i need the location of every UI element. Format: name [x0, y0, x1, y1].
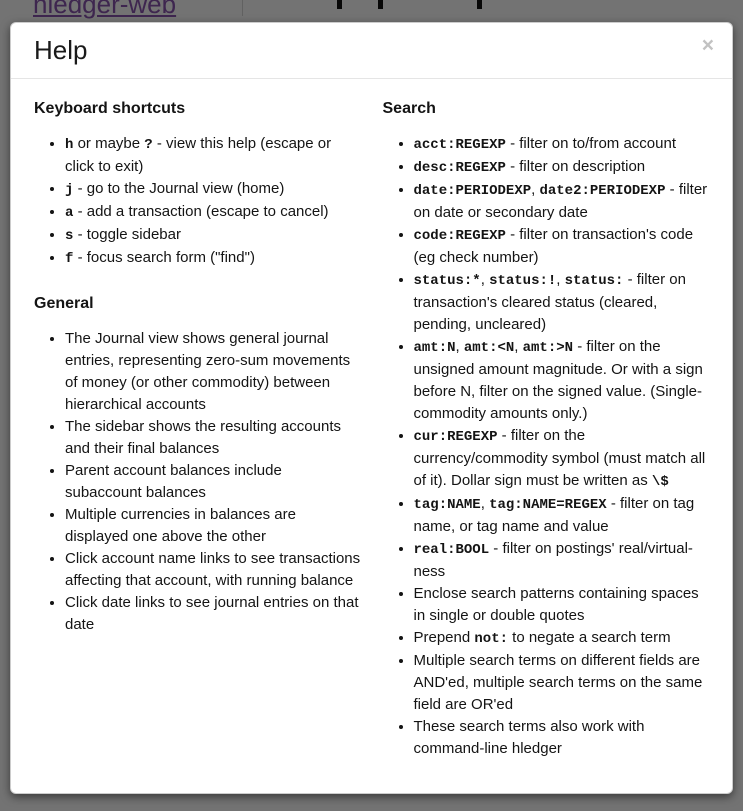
help-modal: [10, 22, 733, 794]
help-item: • h or maybe ? - view this help (escape or click to exit): [65, 133, 361, 178]
code-term: s: [65, 228, 74, 244]
help-item: • a - add a transaction (escape to cancel): [65, 201, 361, 224]
help-item: • Click account name links to see transactions affecting that account, with running balance: [65, 548, 361, 592]
code-term: status:*: [413, 273, 481, 289]
help-column-right: [383, 99, 710, 770]
modal-title: Help: [34, 35, 88, 65]
code-term: real:BOOL: [413, 542, 490, 558]
code-term: f: [65, 251, 74, 267]
help-item: • code:REGEXP - filter on transaction's code (eg check number): [414, 224, 710, 269]
help-item: • j - go to the Journal view (home): [65, 178, 361, 201]
code-term: h: [65, 137, 74, 153]
help-item: • real:BOOL - filter on postings' real/virtual-ness: [414, 538, 710, 583]
code-term: date2:PERIODEXP: [539, 183, 666, 199]
help-item: • date:PERIODEXP, date2:PERIODEXP - filter on date or secondary date: [414, 179, 710, 224]
section-heading: General: [34, 295, 94, 312]
help-item: • Parent account balances include subaccount balances: [65, 460, 361, 504]
help-list: [34, 328, 361, 636]
code-term: tag:NAME: [413, 497, 481, 513]
code-term: not:: [474, 631, 508, 647]
help-item: • desc:REGEXP - filter on description: [414, 156, 710, 179]
code-term: ?: [144, 137, 153, 153]
help-item: • Prepend not: to negate a search term: [414, 627, 710, 650]
code-term: status:: [564, 273, 624, 289]
code-term: amt:>N: [522, 340, 574, 356]
help-item: • f - focus search form ("find"): [65, 247, 361, 270]
code-term: cur:REGEXP: [413, 429, 498, 445]
help-item: • The sidebar shows the resulting accounts and their final balances: [65, 416, 361, 460]
help-item: • status:*, status:!, status: - filter on transaction's cleared status (cleared, pending, uncleared): [414, 269, 710, 336]
help-item: • acct:REGEXP - filter on to/from account: [414, 133, 710, 156]
section-heading: Keyboard shortcuts: [34, 100, 186, 117]
code-term: \$: [651, 474, 669, 490]
close-button[interactable]: [702, 35, 714, 56]
code-term: status:!: [489, 273, 557, 289]
help-item: • Multiple currencies in balances are displayed one above the other: [65, 504, 361, 548]
help-list: [34, 133, 361, 270]
code-term: j: [65, 182, 74, 198]
code-term: date:PERIODEXP: [413, 183, 532, 199]
help-list: [383, 133, 710, 760]
code-term: a: [65, 205, 74, 221]
help-item: • Multiple search terms on different fields are AND'ed, multiple search terms on the same field are OR'ed: [414, 650, 710, 716]
help-item: • Enclose search patterns containing spaces in single or double quotes: [414, 583, 710, 627]
help-item: • The Journal view shows general journal entries, representing zero-sum movements of money (or other commodity) between hierarchical accounts: [65, 328, 361, 416]
code-term: acct:REGEXP: [413, 137, 506, 153]
code-term: desc:REGEXP: [413, 160, 506, 176]
help-column-left: [34, 99, 361, 770]
help-item: • Click date links to see journal entries on that date: [65, 592, 361, 636]
close-icon: ×: [701, 34, 714, 57]
help-item: • tag:NAME, tag:NAME=REGEX - filter on tag name, or tag name and value: [414, 493, 710, 538]
modal-body: [11, 79, 732, 790]
code-term: code:REGEXP: [413, 228, 506, 244]
code-term: amt:<N: [463, 340, 515, 356]
help-item: • amt:N, amt:<N, amt:>N - filter on the unsigned amount magnitude. Or with a sign before N, filter on the signed value. (Single-commodity amounts only.): [414, 336, 710, 425]
modal-header: [11, 23, 732, 79]
help-item: • s - toggle sidebar: [65, 224, 361, 247]
code-term: tag:NAME=REGEX: [489, 497, 607, 513]
section-heading: Search: [382, 100, 436, 117]
code-term: amt:N: [413, 340, 456, 356]
help-item: • cur:REGEXP - filter on the currency/commodity symbol (must match all of it). Dollar sign must be written as \$: [414, 425, 710, 493]
help-item: • These search terms also work with command-line hledger: [414, 716, 710, 760]
